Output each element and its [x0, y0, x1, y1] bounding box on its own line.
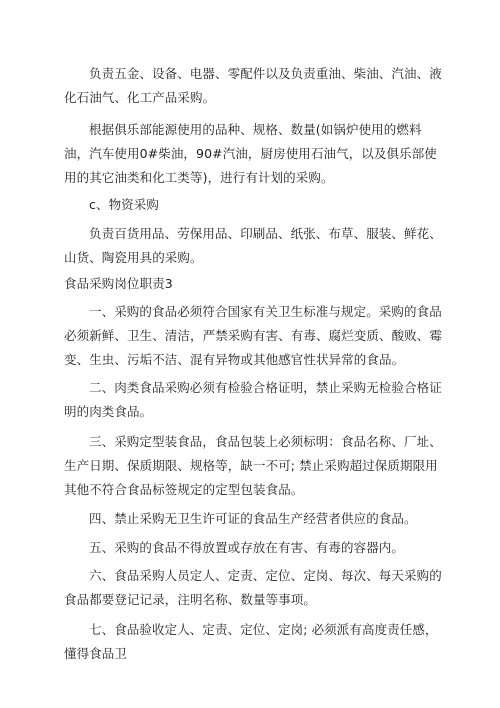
- paragraph-materials-heading: c、物资采购: [89, 197, 159, 212]
- paragraph-general-goods: 负责百货用品、劳保用品、印刷品、纸张、布草、服装、鲜花、山货、陶瓷用具的采购。: [64, 226, 442, 265]
- paragraph-rule-7: 七、食品验收定人、定责、定位、定岗; 必须派有高度责任感，懂得食品卫: [64, 622, 438, 661]
- paragraph-rule-2: 二、肉类食品采购必须有检验合格证明，禁止采购无检验合格证明的肉类食品。: [64, 380, 442, 419]
- paragraph-rule-4: 四、禁止采购无卫生许可证的食品生产经营者供应的食品。: [89, 511, 417, 526]
- section-heading: 食品采购岗位职责3: [64, 276, 173, 291]
- paragraph-rule-5: 五、采购的食品不得放置或存放在有害、有毒的容器内。: [89, 540, 405, 555]
- paragraph-rule-3: 三、采购定型装食品，食品包装上必须标明：食品名称、厂址、生产日期、保质期限、规格等，缺一不可; 禁止采购超过保质期限用其他不符合食品标签规定的定型包装食品。: [64, 434, 442, 497]
- paragraph-rule-6: 六、食品采购人员定人、定责、定位、定岗、每次、每天采购的食品都要登记记录，注明名称、数量等事项。: [64, 568, 442, 607]
- paragraph-energy-purchase: 根据俱乐部能源使用的品种、规格、数量(如锅炉使用的燃料油，汽车使用0#柴油，90#汽油，厨房使用石油气，以及俱乐部使用的其它油类和化工类等)，进行有计划的采购。: [64, 122, 437, 185]
- paragraph-rule-1: 一、采购的食品必须符合国家有关卫生标准与规定。采购的食品必须新鲜、卫生、清洁，严禁采购有害、有毒、腐烂变质、酸败、霉变、生虫、污垢不洁、混有异物或其他感官性状异常的食品。: [64, 304, 443, 367]
- paragraph-hardware-fuel: 负责五金、设备、电器、零配件以及负责重油、柴油、汽油、液化石油气、化工产品采购。: [64, 66, 442, 105]
